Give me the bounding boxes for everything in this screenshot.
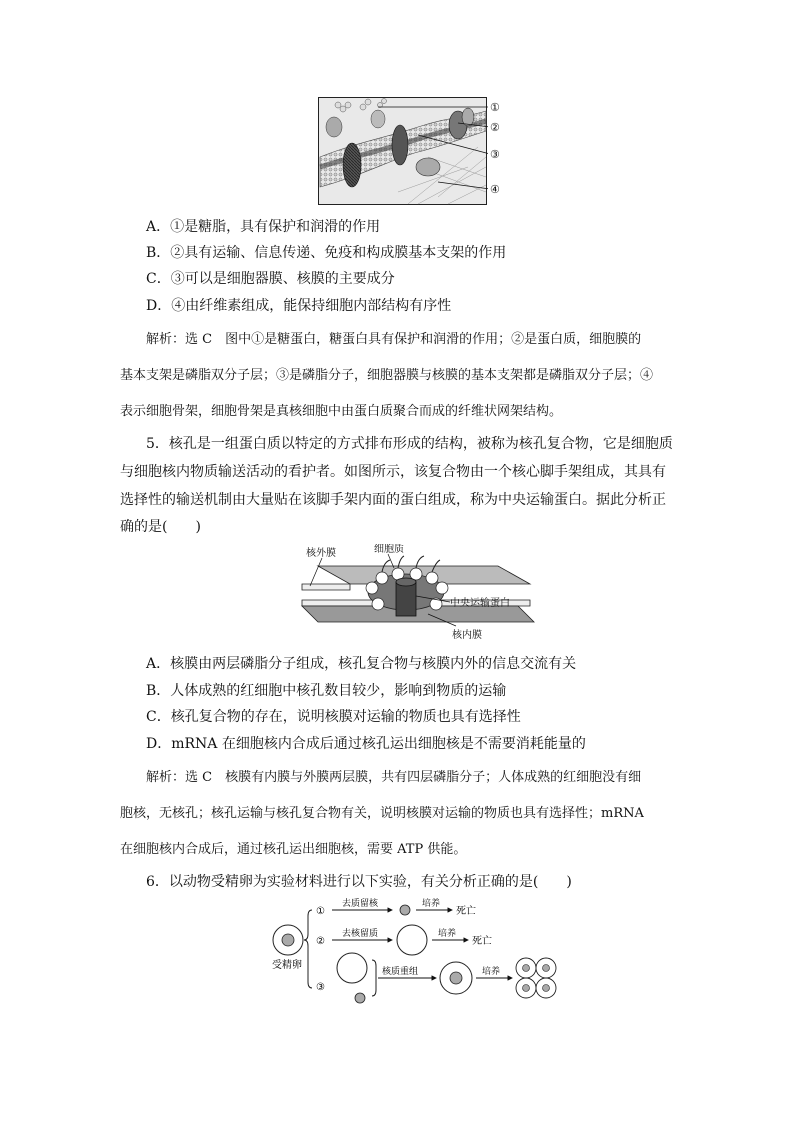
q5-analysis-line-1: 解析：选 C 核膜有内膜与外膜两层膜，共有四层磷脂分子；人体成熟的红细胞没有细 — [146, 770, 642, 785]
label-branch-1: ① — [316, 906, 325, 917]
label-death-1: 死亡 — [456, 906, 476, 917]
q5-option-c: C．核孔复合物的存在，说明核膜对运输的物质也具有选择性 — [146, 709, 521, 725]
membrane-label-1: ① — [490, 101, 500, 114]
q5-stem-line-3: 选择性的输送机制由大量贴在该脚手架内面的蛋白组成，称为中央运输蛋白。据此分析正 — [120, 492, 666, 508]
q4-option-d: D．④由纤维素组成，能保持细胞内部结构有序性 — [146, 298, 452, 314]
label-remove-nucleus: 去核留质 — [342, 929, 379, 939]
label-remove-cytoplasm: 去质留核 — [342, 899, 379, 909]
membrane-label-4: ④ — [490, 183, 500, 196]
q5-stem-line-2: 与细胞核内物质输送活动的看护者。如图所示，该复合物由一个核心脚手架组成，其具有 — [120, 464, 666, 480]
label-cytoplasm: 细胞质 — [374, 544, 404, 555]
q4-option-b: B．②具有运输、信息传递、免疫和构成膜基本支架的作用 — [146, 245, 507, 261]
label-culture-2: 培养 — [438, 929, 457, 939]
q4-option-a: A．①是糖脂，具有保护和润滑的作用 — [146, 219, 381, 235]
q5-stem-line-1: 5．核孔是一组蛋白质以特定的方式排布形成的结构，被称为核孔复合物，它是细胞质 — [146, 436, 673, 452]
q6-stem: 6．以动物受精卵为实验材料进行以下实验，有关分析正确的是( ) — [146, 874, 572, 890]
q4-option-c: C．③可以是细胞器膜、核膜的主要成分 — [146, 271, 395, 287]
zygote-experiment-diagram — [268, 898, 558, 1006]
label-outer-membrane: 核外膜 — [306, 548, 336, 559]
q5-option-b: B．人体成熟的红细胞中核孔数目较少，影响到物质的运输 — [146, 683, 507, 699]
nuclear-pore-diagram — [298, 544, 543, 644]
label-fertilized-egg: 受精卵 — [272, 960, 302, 971]
q5-option-d: D．mRNA 在细胞核内合成后通过核孔运出细胞核是不需要消耗能量的 — [146, 736, 586, 752]
nuclear-pore-figure — [298, 544, 543, 644]
q4-analysis-line-2: 基本支架是磷脂双分子层；③是磷脂分子，细胞器膜与核膜的基本支架都是磷脂双分子层；④ — [120, 368, 654, 383]
label-culture-1: 培养 — [422, 899, 441, 909]
q4-analysis-line-3: 表示细胞骨架，细胞骨架是真核细胞中由蛋白质聚合而成的纤维状网架结构。 — [120, 404, 563, 419]
membrane-label-2: ② — [490, 121, 500, 134]
membrane-label-3: ③ — [490, 148, 500, 161]
q5-analysis-line-3: 在细胞核内合成后，通过核孔运出细胞核，需要 ATP 供能。 — [120, 842, 467, 857]
membrane-diagram — [318, 97, 506, 205]
q5-analysis-line-2: 胞核，无核孔；核孔运输与核孔复合物有关，说明核膜对运输的物质也具有选择性；mRNA — [120, 806, 644, 821]
label-branch-2: ② — [316, 936, 325, 947]
membrane-figure — [318, 97, 506, 205]
q5-option-a: A．核膜由两层磷脂分子组成，核孔复合物与核膜内外的信息交流有关 — [146, 656, 577, 672]
q4-analysis-line-1: 解析：选 C 图中①是糖蛋白，糖蛋白具有保护和润滑的作用；②是蛋白质，细胞膜的 — [146, 332, 642, 347]
q5-stem-line-4: 确的是( ) — [120, 519, 201, 535]
label-inner-membrane: 核内膜 — [452, 630, 482, 641]
label-recombine: 核质重组 — [382, 967, 419, 977]
label-branch-3: ③ — [316, 982, 325, 993]
zygote-experiment-figure — [268, 898, 558, 1006]
label-death-2: 死亡 — [472, 936, 492, 947]
label-culture-3: 培养 — [482, 967, 501, 977]
label-central-transport-protein: 中央运输蛋白 — [450, 598, 510, 609]
